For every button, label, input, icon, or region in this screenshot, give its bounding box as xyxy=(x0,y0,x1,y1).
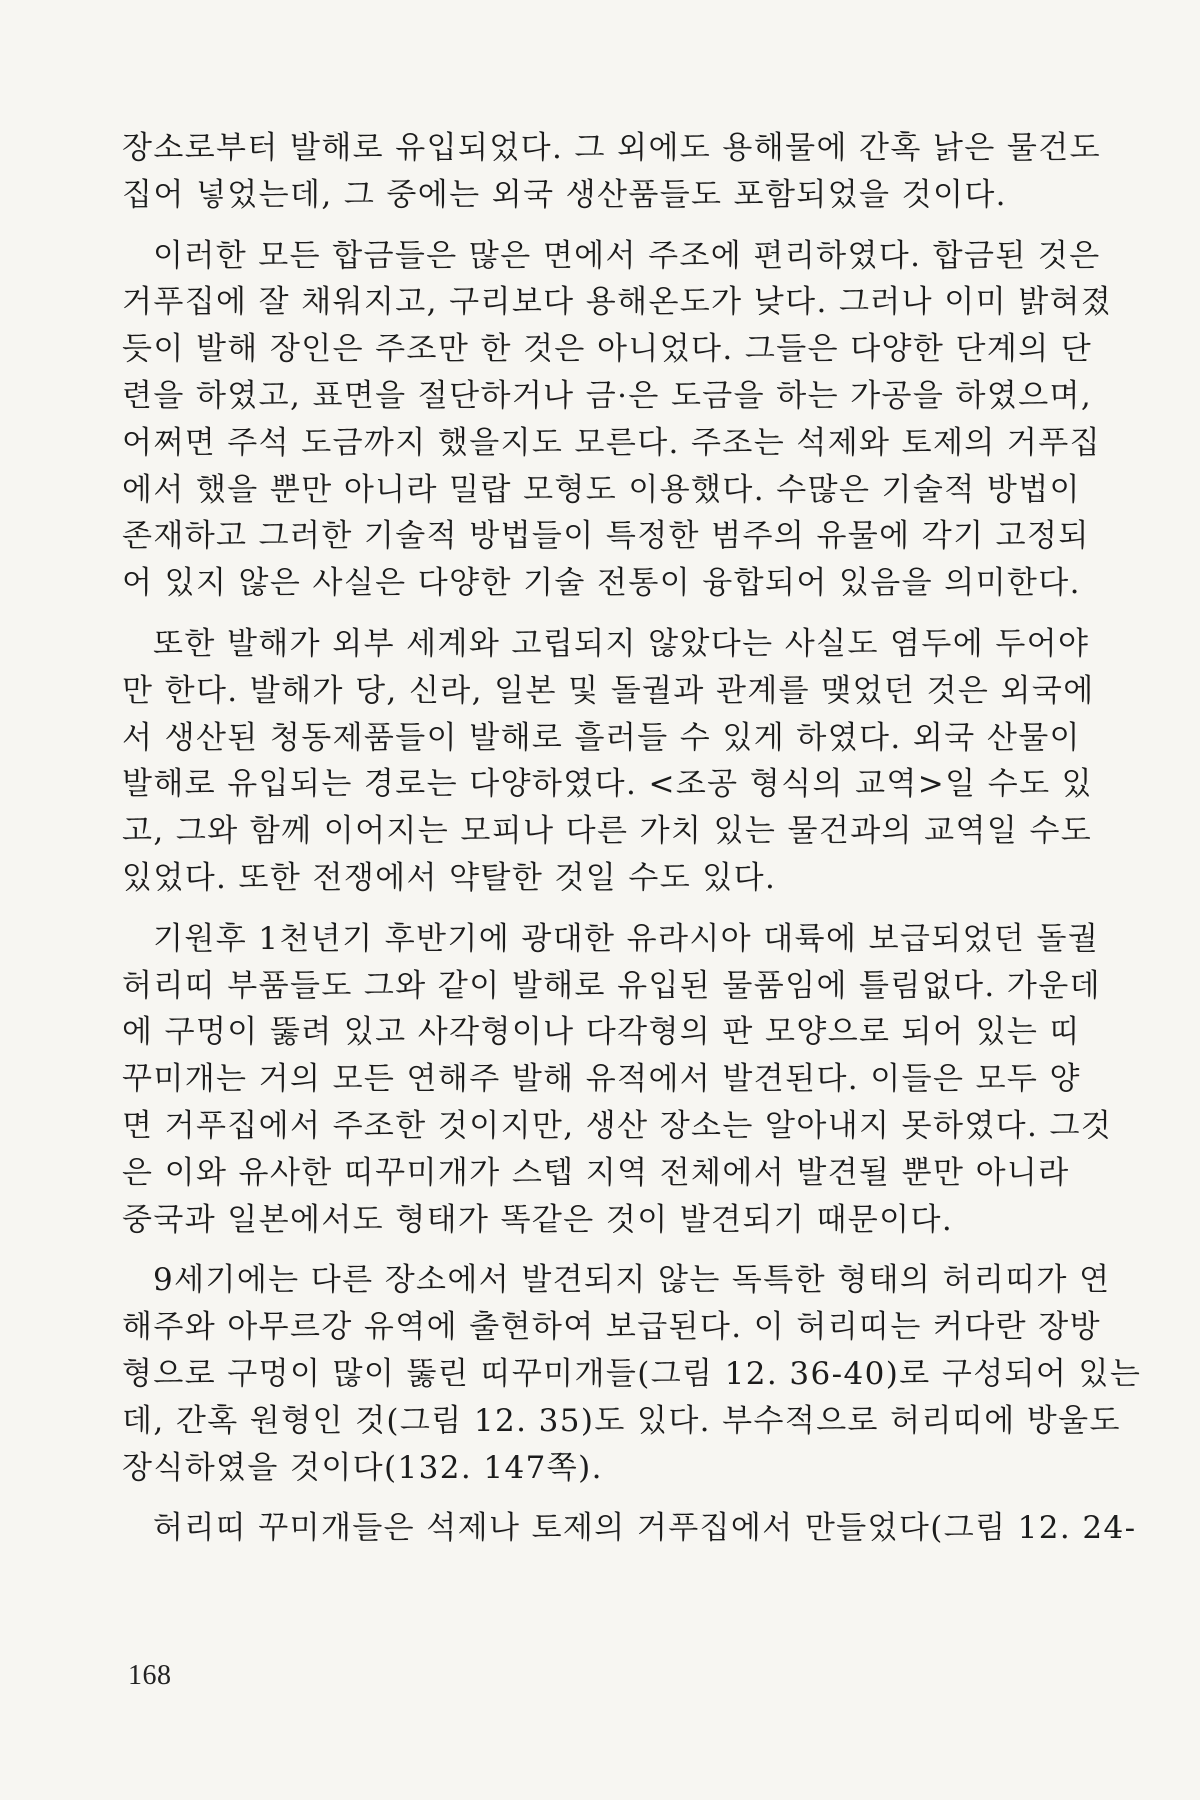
page-number: 168 xyxy=(128,1660,172,1691)
text-line: 또한 발해가 외부 세계와 고립되지 않았다는 사실도 염두에 두어야 xyxy=(153,625,1090,662)
text-line: 허리띠 꾸미개들은 석제나 토제의 거푸집에서 만들었다(그림 12. 24- xyxy=(153,1510,1137,1547)
text-line: 이러한 모든 합금들은 많은 면에서 주조에 편리하였다. 합금된 것은 xyxy=(153,237,1101,274)
text-line: 에 구멍이 뚫려 있고 사각형이나 다각형의 판 모양으로 되어 있는 띠 xyxy=(122,1014,1081,1051)
text-line: 해주와 아무르강 유역에 출현하여 보급된다. 이 허리띠는 커다란 장방 xyxy=(122,1309,1101,1346)
text-line: 집어 넣었는데, 그 중에는 외국 생산품들도 포함되었을 것이다. xyxy=(122,176,1007,213)
text-line: 장식하였을 것이다(132. 147쪽). xyxy=(122,1449,603,1486)
text-line: 허리띠 부품들도 그와 같이 발해로 유입된 물품임에 틀림없다. 가운데 xyxy=(122,967,1101,1004)
paragraph xyxy=(122,621,1095,902)
text-line: 만 한다. 발해가 당, 신라, 일본 및 돌궐과 관계를 맺었던 것은 외국에 xyxy=(122,672,1095,709)
text-line: 9세기에는 다른 장소에서 발견되지 않는 독특한 형태의 허리띠가 연 xyxy=(153,1262,1111,1299)
text-line: 꾸미개는 거의 모든 연해주 발해 유적에서 발견된다. 이들은 모두 양 xyxy=(122,1061,1081,1098)
text-line: 거푸집에 잘 채워지고, 구리보다 용해온도가 낮다. 그러나 이미 밝혀졌 xyxy=(122,284,1113,321)
text-line: 발해로 유입되는 경로는 다양하였다. <조공 형식의 교역>일 수도 있 xyxy=(122,766,1094,803)
text-line: 듯이 발해 장인은 주조만 한 것은 아니었다. 그들은 다양한 단계의 단 xyxy=(122,331,1093,368)
text-line: 장소로부터 발해로 유입되었다. 그 외에도 용해물에 간혹 낡은 물건도 xyxy=(122,130,1101,166)
text-line: 있었다. 또한 전쟁에서 약탈한 것일 수도 있다. xyxy=(122,859,777,896)
text-line: 어 있지 않은 사실은 다양한 기술 전통이 융합되어 있음을 의미한다. xyxy=(122,565,1081,602)
paragraph xyxy=(122,125,1101,219)
text-line: 서 생산된 청동제품들이 발해로 흘러들 수 있게 하였다. 외국 산물이 xyxy=(122,719,1081,756)
paragraph xyxy=(122,916,1113,1244)
text-line: 면 거푸집에서 주조한 것이지만, 생산 장소는 알아내지 못하였다. 그것 xyxy=(122,1107,1113,1144)
text-line: 데, 간혹 원형인 것(그림 12. 35)도 있다. 부수적으로 허리띠에 방울도 xyxy=(122,1402,1121,1439)
paragraph xyxy=(122,1257,1142,1491)
text-line: 고, 그와 함께 이어지는 모피나 다른 가치 있는 물건과의 교역일 수도 xyxy=(122,813,1093,850)
text-line: 에서 했을 뿐만 아니라 밀랍 모형도 이용했다. 수많은 기술적 방법이 xyxy=(122,471,1081,508)
text-line: 련을 하였고, 표면을 절단하거나 금·은 도금을 하는 가공을 하였으며, xyxy=(122,377,1093,414)
text-line: 형으로 구멍이 많이 뚫린 띠꾸미개들(그림 12. 36-40)로 구성되어 있는 xyxy=(122,1355,1142,1392)
text-line: 은 이와 유사한 띠꾸미개가 스텝 지역 전체에서 발견될 뿐만 아니라 xyxy=(122,1154,1070,1191)
paragraph xyxy=(122,233,1113,607)
text-line: 존재하고 그러한 기술적 방법들이 특정한 범주의 유물에 각기 고정되 xyxy=(122,518,1090,555)
text-line: 기원후 1천년기 후반기에 광대한 유라시아 대륙에 보급되었던 돌궐 xyxy=(153,920,1100,957)
paragraph xyxy=(122,1505,1137,1552)
text-line: 중국과 일본에서도 형태가 똑같은 것이 발견되기 때문이다. xyxy=(122,1201,954,1238)
body-text xyxy=(122,125,1142,1552)
text-line: 어쩌면 주석 도금까지 했을지도 모른다. 주조는 석제와 토제의 거푸집 xyxy=(122,424,1101,461)
